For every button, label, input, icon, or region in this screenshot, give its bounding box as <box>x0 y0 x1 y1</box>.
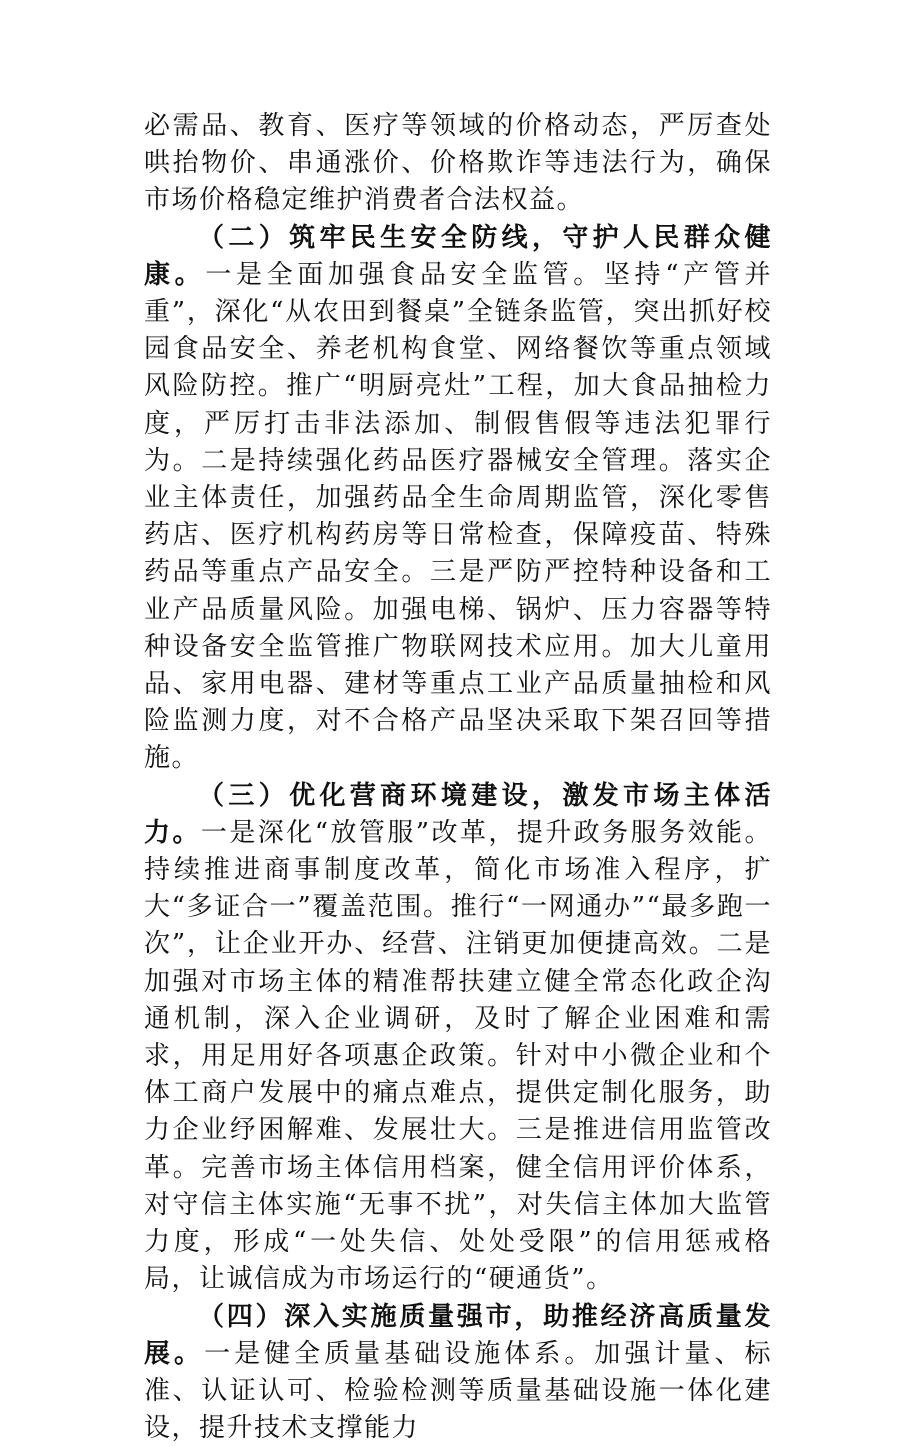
paragraph-text: 一是深化“放管服”改革，提升政务服务效能。持续推进商事制度改革，简化市场准入程序，扩大“多证合一”覆盖范围。推行“一网通办”“最多跑一次”，让企业开办、经营、注销更加便捷高效。二是加强对市场主体的精准帮扶建立健全常态化政企沟通机制，深入企业调研，及时了解企业困难和需求，用足用好各项惠企政策。针对中小微企业和个体工商户发展中的痛点难点，提供定制化服务，助力企业纾困解难、发展壮大。三是推进信用监管改革。完善市场主体信用档案，健全信用评价体系，对守信主体实施“无事不扰”，对失信主体加大监管力度，形成“一处失信、处处受限”的信用惩戒格局，让诚信成为市场运行的“硬通货”。 <box>144 818 772 1294</box>
paragraph-section-4 <box>144 1299 772 1447</box>
document-body <box>144 108 772 1447</box>
paragraph-text: 必需品、教育、医疗等领域的价格动态，严厉查处哄抬物价、串通涨价、价格欺诈等违法行为，确保市场价格稳定维护消费者合法权益。 <box>144 111 772 215</box>
section-heading: （四）深入实施质量强市，助推经济高质量发展。 <box>144 1302 772 1369</box>
section-heading: （二）筑牢民生安全防线，守护人民群众健康。 <box>144 223 772 290</box>
paragraph-continuation <box>144 108 772 220</box>
paragraph-section-2 <box>144 220 772 778</box>
paragraph-text: 一是全面加强食品安全监管。坚持“产管并重”，深化“从农田到餐桌”全链条监管，突出抓好校园食品安全、养老机构食堂、网络餐饮等重点领域风险防控。推广“明厨亮灶”工程，加大食品抽检力度，严厉打击非法添加、制假售假等违法犯罪行为。二是持续强化药品医疗器械安全管理。落实企业主体责任，加强药品全生命周期监管，深化零售药店、医疗机构药房等日常检查，保障疫苗、特殊药品等重点产品安全。三是严防严控特种设备和工业产品质量风险。加强电梯、锅炉、压力容器等特种设备安全监管推广物联网技术应用。加大儿童用品、家用电器、建材等重点工业产品质量抽检和风险监测力度，对不合格产品坚决采取下架召回等措施。 <box>144 260 772 774</box>
section-heading: （三）优化营商环境建设，激发市场主体活力。 <box>144 781 772 848</box>
paragraph-section-3 <box>144 778 772 1299</box>
paragraph-text: 一是健全质量基础设施体系。加强计量、标准、认证认可、检验检测等质量基础设施一体化建设，提升技术支撑能力 <box>144 1339 772 1443</box>
